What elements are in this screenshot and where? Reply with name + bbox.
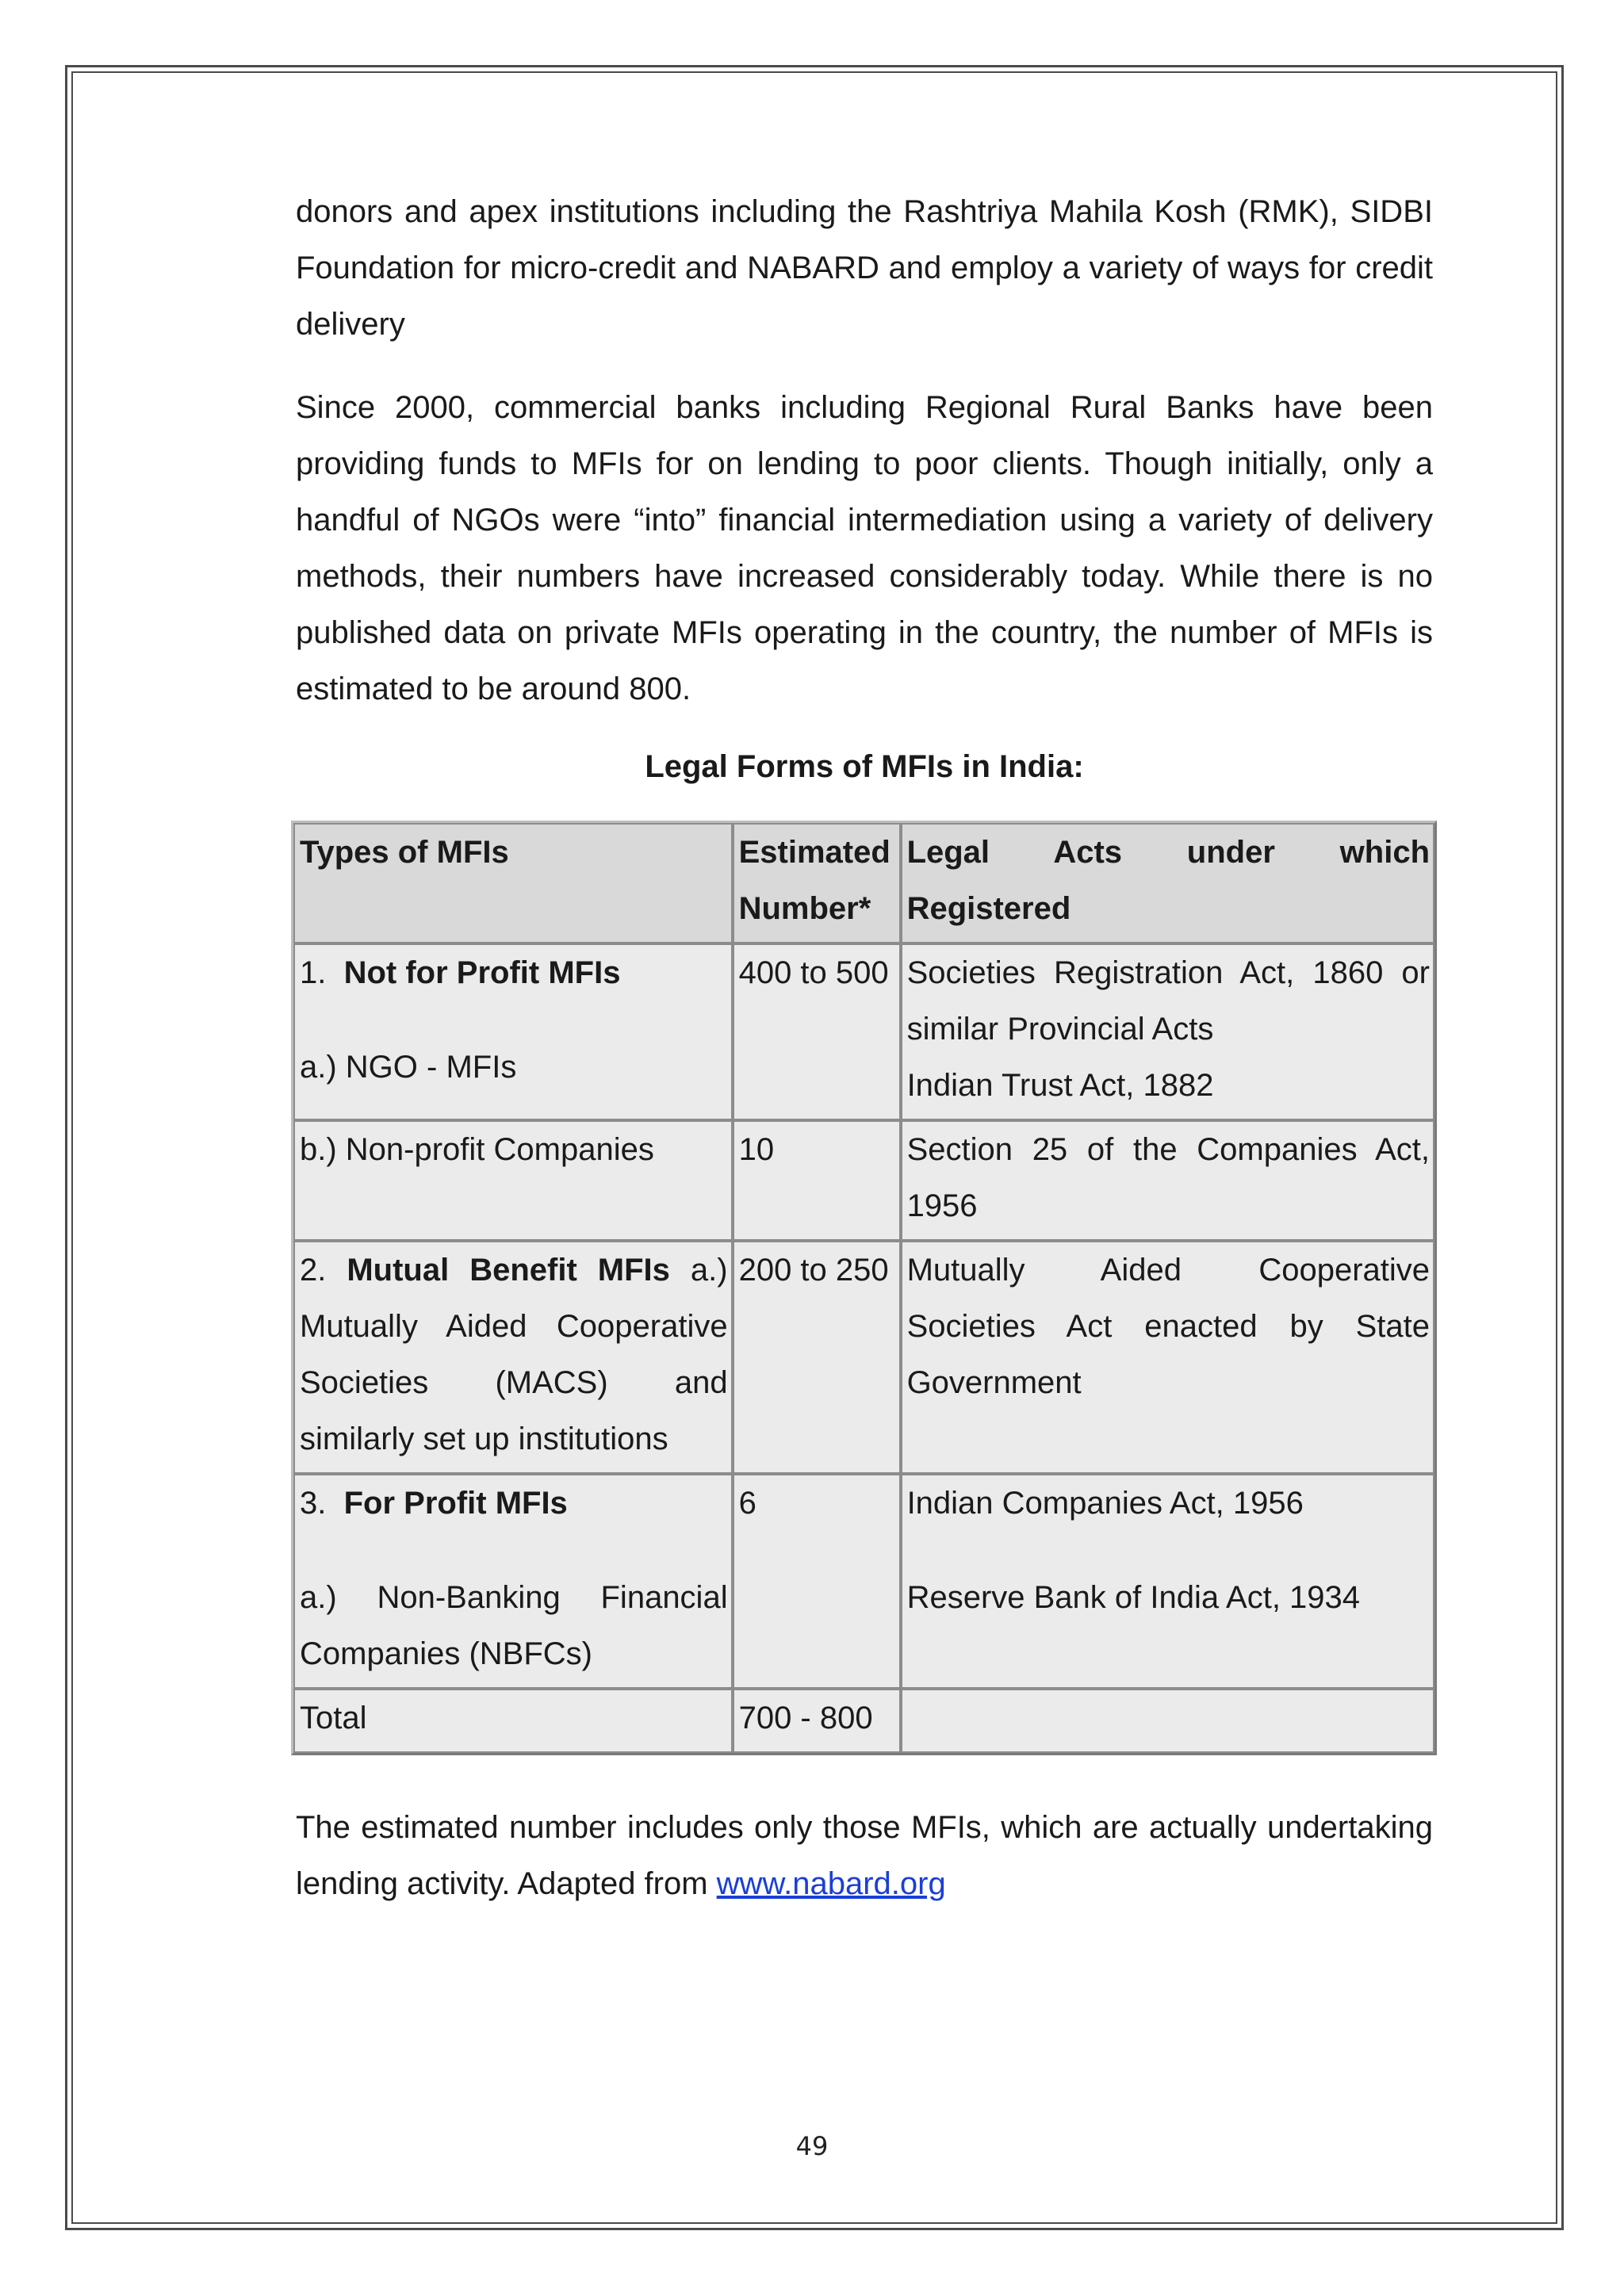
table-header-row (293, 823, 1434, 943)
act-line: Indian Trust Act, 1882 (906, 1068, 1214, 1103)
row-number: 3. (300, 1486, 327, 1521)
number-cell: 700 - 800 (733, 1689, 901, 1753)
act-line: Indian Companies Act, 1956 (906, 1486, 1304, 1521)
type-cell (293, 1474, 733, 1689)
page-content (296, 184, 1433, 1939)
acts-cell: Section 25 of the Companies Act, 1956 (901, 1120, 1434, 1241)
type-cell: b.) Non-profit Companies (293, 1120, 733, 1241)
number-cell: 6 (733, 1474, 901, 1689)
footnote-text: The estimated number includes only those MFIs, which are actually undertaking lending activity. Adapted from (296, 1810, 1433, 1901)
number-cell: 400 to 500 (733, 943, 901, 1120)
row-number: 2. (300, 1253, 327, 1288)
table-row (293, 1689, 1434, 1753)
page-number: 49 (795, 2131, 829, 2161)
type-cell (293, 943, 733, 1120)
header-types: Types of MFIs (293, 823, 733, 943)
subtype-text: a.) Mutually Aided Cooperative Societies (MACS) and similarly set up institutions (300, 1253, 728, 1456)
table-row (293, 943, 1434, 1120)
nabard-link[interactable]: www.nabard.org (716, 1866, 946, 1901)
type-cell (293, 1241, 733, 1474)
act-line: Societies Registration Act, 1860 or similar Provincial Acts (906, 955, 1430, 1047)
type-cell: Total (293, 1689, 733, 1753)
row-number: 1. (300, 955, 327, 990)
acts-cell (901, 943, 1434, 1120)
table-caption: Legal Forms of MFIs in India: (645, 749, 1084, 784)
acts-cell (901, 1689, 1434, 1753)
header-estimated-number: Estimated Number* (733, 823, 901, 943)
number-cell: 10 (733, 1120, 901, 1241)
number-cell: 200 to 250 (733, 1241, 901, 1474)
mfi-legal-forms-table (291, 821, 1437, 1755)
paragraph-1: donors and apex institutions including the Rashtriya Mahila Kosh (RMK), SIDBI Foundation for micro-credit and NABARD and employ a variety of ways for credit delivery (296, 194, 1433, 342)
subtype-text: a.) Non-Banking Financial Companies (NBFCs) (300, 1580, 728, 1671)
table-row (293, 1241, 1434, 1474)
table-row (293, 1120, 1434, 1241)
acts-cell: Mutually Aided Cooperative Societies Act enacted by State Government (901, 1241, 1434, 1474)
header-legal-acts: Legal Acts under which Registered (901, 823, 1434, 943)
category-title: For Profit MFIs (343, 1486, 568, 1521)
acts-cell (901, 1474, 1434, 1689)
category-title: Not for Profit MFIs (343, 955, 621, 990)
category-title: Mutual Benefit MFIs (347, 1253, 670, 1288)
paragraph-2: Since 2000, commercial banks including Regional Rural Banks have been providing funds to MFIs for on lending to poor clients. Though initially, only a handful of NGOs were “into” financial intermediation using a variety of delivery methods, their numbers have increased considerably today. While there is no published data on private MFIs operating in the country, the number of MFIs is estimated to be around 800. (296, 390, 1433, 706)
act-line: Reserve Bank of India Act, 1934 (906, 1580, 1361, 1615)
footnote-paragraph (296, 1800, 1433, 1912)
subtype-text: a.) NGO - MFIs (300, 1050, 517, 1085)
table-row (293, 1474, 1434, 1689)
